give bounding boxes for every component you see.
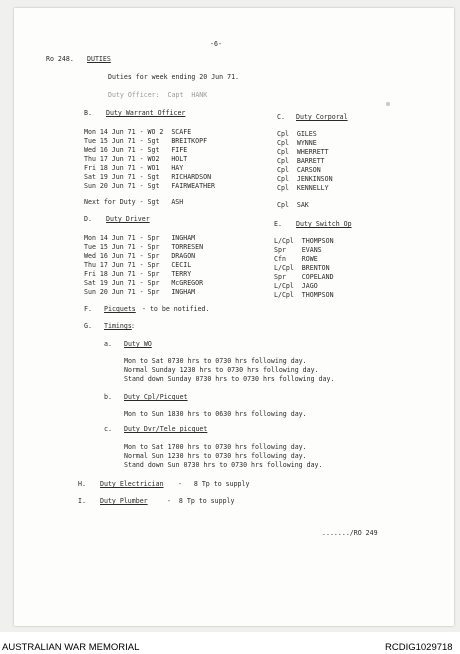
section-i-title: Duty Plumber <box>100 497 148 505</box>
switch-op-row: L/Cpl THOMPSON <box>274 291 334 299</box>
timing-b-letter: b. <box>104 393 112 401</box>
punch-hole <box>386 102 390 106</box>
dwo-row: Wed 16 Jun 71 - Sgt FIFE <box>84 146 188 154</box>
section-h-title: Duty Electrician <box>100 480 164 488</box>
footer-source: AUSTRALIAN WAR MEMORIAL <box>2 642 140 653</box>
continuation-ref: ......./RO 249 <box>322 529 378 537</box>
section-c-title: Duty Corporal <box>296 113 348 121</box>
section-b-letter: B. <box>84 109 92 117</box>
corporal-row: Cpl WYNNE <box>277 139 317 147</box>
driver-row: Sun 20 Jun 71 - Spr INGHAM <box>84 288 196 296</box>
dwo-row: Sat 19 Jun 71 - Sgt RICHARDSON <box>84 173 212 181</box>
section-g-title: Timings <box>104 322 132 330</box>
section-c-letter: C. <box>277 113 285 121</box>
dwo-row: Thu 17 Jun 71 - WO2 HOLT <box>84 155 188 163</box>
switch-op-row: Spr EVANS <box>274 246 322 254</box>
dwo-row: Mon 14 Jun 71 - WO 2 SCAFE <box>84 128 192 136</box>
section-i-text: - 8 Tp to supply <box>167 497 235 505</box>
timing-b-title: Duty Cpl/Picquet <box>124 393 188 401</box>
corporal-next-for-duty: Cpl SAK <box>277 201 309 209</box>
driver-row: Tue 15 Jun 71 - Spr TORRESEN <box>84 243 204 251</box>
section-g-letter: G. <box>84 322 92 330</box>
timing-c-title: Duty Dvr/Tele picquet <box>124 425 208 433</box>
timing-line: Mon to Sun 1830 hrs to 0630 hrs following day. <box>124 410 307 418</box>
driver-row: Wed 16 Jun 71 - Spr DRAGON <box>84 252 196 260</box>
corporal-row: Cpl BARRETT <box>277 157 325 165</box>
section-e-letter: E. <box>274 220 282 228</box>
section-f-title: Picquets <box>104 305 136 313</box>
dwo-row: Fri 18 Jun 71 - WO1 HAY <box>84 164 184 172</box>
section-e-title: Duty Switch Op <box>296 220 352 228</box>
timing-line: Mon to Sat 1700 hrs to 0730 hrs following day. <box>124 443 307 451</box>
timing-c-letter: c. <box>104 425 112 433</box>
driver-row: Thu 17 Jun 71 - Spr CECIL <box>84 261 192 269</box>
section-h-letter: H. <box>78 480 86 488</box>
timing-line: Stand down Sun 0730 hrs to 0730 hrs following day. <box>124 461 323 469</box>
document-page <box>14 8 454 626</box>
switch-op-row: Cfn ROWE <box>274 255 318 263</box>
page-number: -6- <box>210 40 222 48</box>
corporal-row: Cpl GILES <box>277 130 317 138</box>
timing-line: Stand down Sunday 0730 hrs to 0730 hrs following day. <box>124 375 335 383</box>
section-f-letter: F. <box>84 305 92 313</box>
section-d-letter: D. <box>84 215 92 223</box>
driver-row: Sat 19 Jun 71 - Spr McGREGOR <box>84 279 204 287</box>
section-i-letter: I. <box>78 497 86 505</box>
timing-a-title: Duty WO <box>124 340 152 348</box>
section-d-title: Duty Driver <box>106 215 150 223</box>
timing-line: Mon to Sat 0730 hrs to 0730 hrs following day. <box>124 357 307 365</box>
driver-row: Fri 18 Jun 71 - Spr TERRY <box>84 270 192 278</box>
corporal-row: Cpl WHERRETT <box>277 148 329 156</box>
duty-officer-line: Duty Officer: Capt HANK <box>108 91 208 99</box>
dwo-row: Tue 15 Jun 71 - Sgt BREITKOPF <box>84 137 208 145</box>
switch-op-row: L/Cpl THOMPSON <box>274 237 334 245</box>
dwo-next-for-duty: Next for Duty - Sgt ASH <box>84 198 184 206</box>
section-b-title: Duty Warrant Officer <box>106 109 186 117</box>
colon: : <box>131 322 135 330</box>
footer-item-id: RCDIG1029718 <box>385 642 453 653</box>
timing-line: Normal Sunday 1230 hrs to 0730 hrs following day. <box>124 366 319 374</box>
corporal-row: Cpl JENKINSON <box>277 175 333 183</box>
switch-op-row: L/Cpl JAGO <box>274 282 318 290</box>
driver-row: Mon 14 Jun 71 - Spr INGHAM <box>84 234 196 242</box>
timing-line: Normal Sun 1230 hrs to 0730 hrs following day. <box>124 452 307 460</box>
routine-order-ref: Ro 248. <box>46 55 74 63</box>
corporal-row: Cpl CARSON <box>277 166 321 174</box>
switch-op-row: L/Cpl BRENTON <box>274 264 330 272</box>
dwo-row: Sun 20 Jun 71 - Sgt FAIRWEATHER <box>84 182 216 190</box>
timing-a-letter: a. <box>104 340 112 348</box>
intro-line: Duties for week ending 20 Jun 71. <box>108 73 240 81</box>
section-h-text: - 8 Tp to supply <box>178 480 250 488</box>
corporal-row: Cpl KENNELLY <box>277 184 329 192</box>
section-title: DUTIES <box>87 55 111 63</box>
section-f-text: - to be notified. <box>142 305 210 313</box>
switch-op-row: Spr COPELAND <box>274 273 334 281</box>
